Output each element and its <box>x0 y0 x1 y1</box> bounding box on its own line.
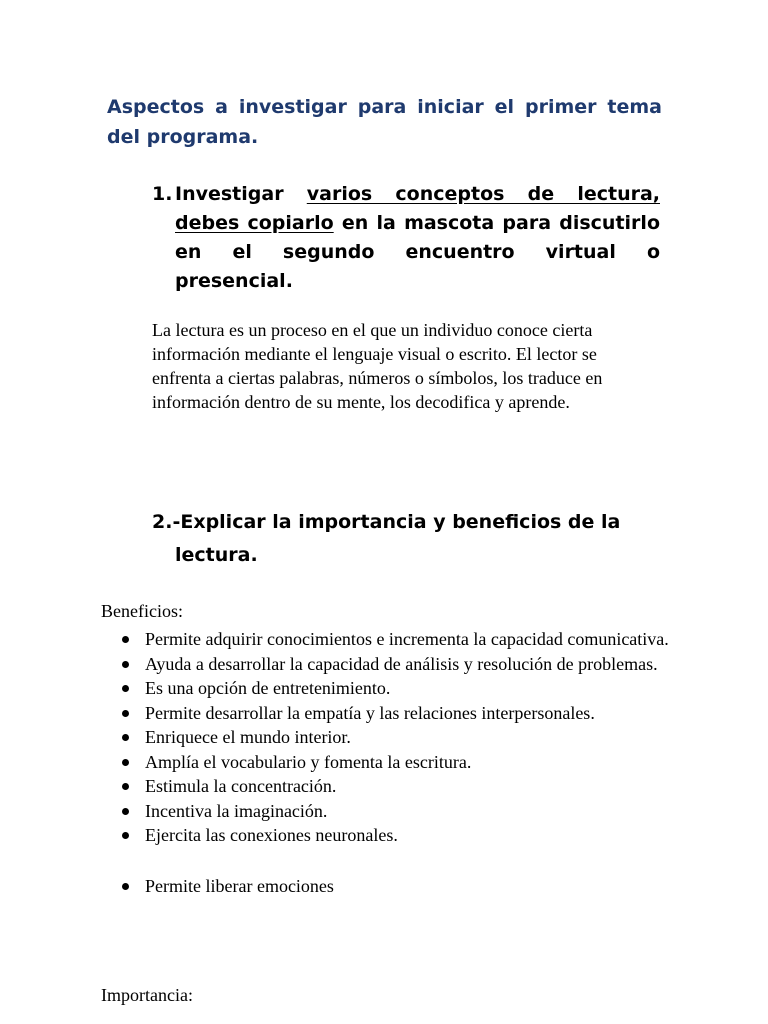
list-item-text: Estimula la concentración. <box>145 776 337 796</box>
task-item-2-number: 2. <box>152 511 173 533</box>
list-item-text: Ayuda a desarrollar la capacidad de análisis y resolución de problemas. <box>145 653 658 674</box>
bullet-icon <box>122 783 129 790</box>
list-item-text: Es una opción de entretenimiento. <box>145 678 391 698</box>
task-item-1 <box>152 180 660 296</box>
list-item <box>101 627 669 652</box>
list-item <box>101 823 669 848</box>
bullet-icon <box>122 685 129 692</box>
list-item <box>101 701 669 726</box>
task-item-2-text <box>152 506 660 572</box>
list-item <box>101 750 669 775</box>
importancia-label: Importancia: <box>101 985 193 1005</box>
list-item-text: Permite adquirir conocimientos e incrementa la capacidad comunicativa. <box>145 629 669 649</box>
list-item-text: Permite liberar emociones <box>145 875 334 896</box>
task-item-1-text <box>175 180 660 296</box>
task-item-1-lead: Investigar <box>175 183 307 205</box>
bullet-icon <box>122 661 129 668</box>
document-heading: Aspectos a investigar para iniciar el primer tema del programa. <box>107 96 662 148</box>
list-item <box>101 874 669 899</box>
bullet-icon <box>122 759 129 766</box>
list-item <box>101 774 669 799</box>
list-item <box>101 652 669 677</box>
beneficios-label: Beneficios: <box>101 601 183 621</box>
task-item-2-line1: -Explicar la importancia y beneficios de la <box>172 511 621 533</box>
definition-paragraph: La lectura es un proceso en el que un individuo conoce cierta información mediante el lenguaje visual o escrito. El lector se enfrenta a ciertas palabras, números o símbolos, los traduce en información dentro de su mente, los decodifica y aprende. <box>152 320 603 412</box>
bullet-icon <box>122 734 129 741</box>
bullet-icon <box>122 832 129 839</box>
bullet-icon <box>122 883 129 890</box>
list-item-text: Amplía el vocabulario y fomenta la escritura. <box>145 751 472 772</box>
list-item-text: Permite desarrollar la empatía y las relaciones interpersonales. <box>145 702 595 723</box>
bullet-icon <box>122 808 129 815</box>
list-item-text: Ejercita las conexiones neuronales. <box>145 825 398 845</box>
beneficios-list <box>101 627 669 898</box>
task-item-1-underlined: varios conceptos de lectura, debes copiarlo <box>175 183 660 234</box>
list-item-text: Incentiva la imaginación. <box>145 800 328 821</box>
list-item <box>101 725 669 750</box>
list-item-text: Enriquece el mundo interior. <box>145 727 351 747</box>
task-item-2-line2: lectura. <box>175 544 258 566</box>
bullet-icon <box>122 636 129 643</box>
list-item <box>101 799 669 824</box>
bullet-icon <box>122 710 129 717</box>
task-item-2 <box>152 506 660 572</box>
task-item-1-rest: en la mascota para discutirlo en el segundo encuentro virtual o presencial. <box>175 212 660 292</box>
list-item <box>101 676 669 701</box>
task-item-1-number: 1. <box>152 183 173 205</box>
